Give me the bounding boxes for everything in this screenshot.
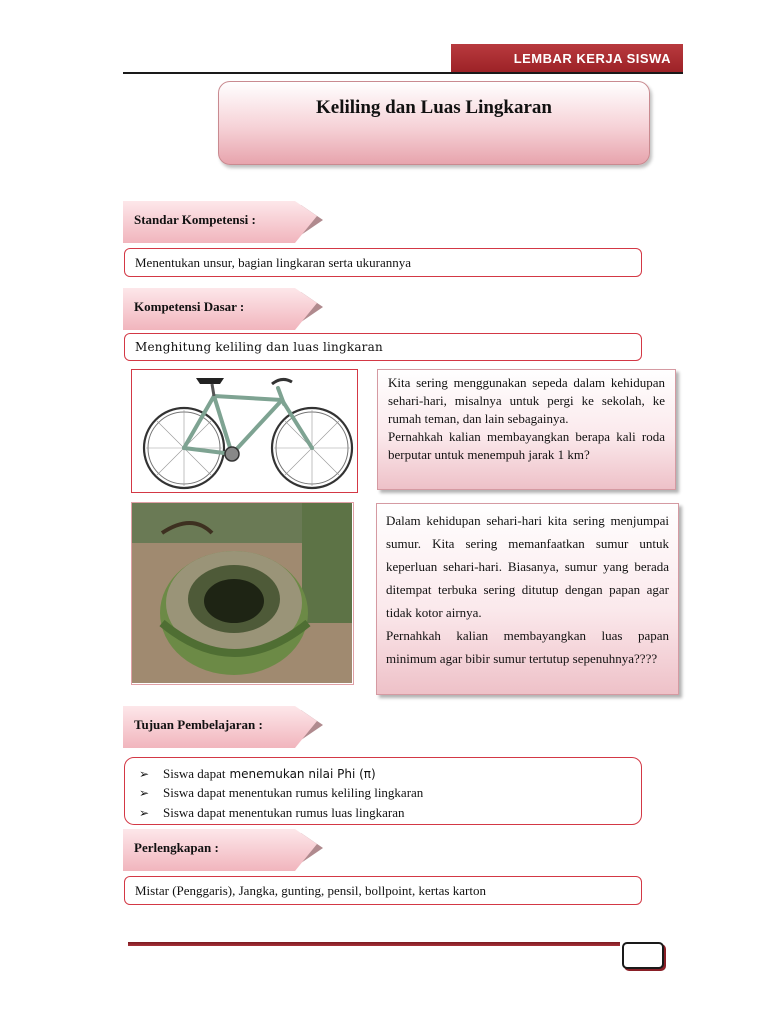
- paragraph-sepeda: [377, 369, 676, 490]
- list-item: [139, 764, 641, 784]
- arrow-bullet-icon: ➢: [139, 786, 150, 801]
- perlengkapan-box: [124, 876, 642, 905]
- well-photo: [131, 502, 354, 685]
- header-badge-text: LEMBAR KERJA SISWA: [513, 51, 671, 66]
- list-item: [139, 784, 641, 804]
- standar-kompetensi-text: Menentukan unsur, bagian lingkaran serta ukurannya: [135, 254, 412, 270]
- bicycle-photo: [131, 369, 358, 493]
- arrow-bullet-icon: ➢: [139, 766, 150, 781]
- arrow-bullet-icon: ➢: [139, 805, 150, 820]
- kompetensi-dasar-text: Menghitung keliling dan luas lingkaran: [135, 340, 383, 354]
- list-item-text-sans: menemukan nilai Phi (π): [229, 766, 376, 781]
- ribbon-perlengkapan: [123, 829, 325, 871]
- paragraph-text: Pernahkah kalian membayangkan luas papan minimum agar bibir sumur tertutup sepenuhnya????: [386, 628, 669, 666]
- list-item-text: Siswa dapat menentukan rumus keliling lingkaran: [163, 785, 424, 801]
- ribbon-label: Kompetensi Dasar :: [134, 299, 245, 314]
- paragraph-text: Dalam kehidupan sehari-hari kita sering menjumpai sumur. Kita sering memanfaatkan sumur untuk keperluan sehari-hari. Biasanya, sumur yang berada ditempat terbuka sering ditutup dengan papan agar tidak kotor airnya.: [386, 513, 669, 620]
- tujuan-list: [139, 764, 641, 823]
- page-title-box: [218, 81, 650, 165]
- ribbon-label: Tujuan Pembelajaran :: [134, 717, 263, 732]
- ribbon-standar-kompetensi: [123, 201, 325, 243]
- ribbon-label: Perlengkapan :: [134, 840, 219, 855]
- header-badge: [451, 44, 683, 73]
- page-title: Keliling dan Luas Lingkaran: [316, 97, 552, 118]
- header-divider: [123, 72, 683, 74]
- bicycle-icon: [132, 370, 356, 491]
- footer-divider: [128, 942, 620, 946]
- paragraph-text: Kita sering menggunakan sepeda dalam kehidupan sehari-hari, misalnya untuk pergi ke sekolah, ke rumah teman, dan lain sebagainya.: [388, 375, 665, 426]
- tujuan-list-box: [124, 757, 642, 825]
- kompetensi-dasar-box: [124, 333, 642, 361]
- standar-kompetensi-box: [124, 248, 642, 277]
- list-item-text: Siswa dapat menentukan rumus luas lingkaran: [163, 804, 405, 820]
- ribbon-kompetensi-dasar: [123, 288, 325, 330]
- ribbon-tujuan-pembelajaran: [123, 706, 325, 748]
- paragraph-sumur: [376, 503, 679, 695]
- well-icon: [132, 503, 352, 683]
- ribbon-label: Standar Kompetensi :: [134, 212, 256, 227]
- list-item-text: Siswa dapat: [163, 765, 226, 781]
- perlengkapan-text: Mistar (Penggaris), Jangka, gunting, pensil, bollpoint, kertas karton: [135, 882, 486, 898]
- list-item: [139, 803, 641, 823]
- page-number-box: [622, 942, 664, 969]
- paragraph-text: Pernahkah kalian membayangkan berapa kali roda berputar untuk menempuh jarak 1 km?: [388, 429, 665, 462]
